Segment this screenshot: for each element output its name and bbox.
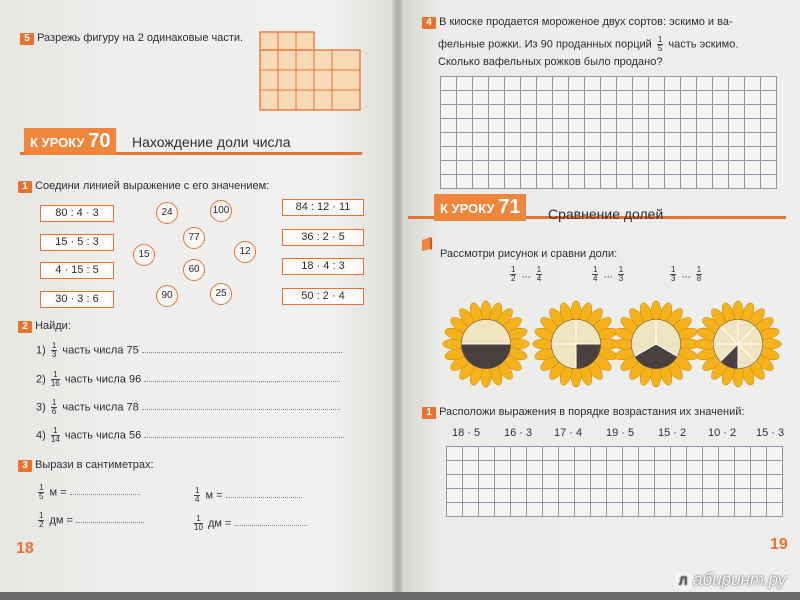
right-expr[interactable]: 18 · 4 : 3 (282, 258, 364, 275)
left-expr[interactable]: 15 · 5 : 3 (40, 234, 114, 251)
task2-text: Найди: (35, 320, 71, 332)
task2-item (36, 399, 340, 416)
fraction (536, 266, 542, 283)
item-index: 4) (36, 429, 46, 442)
answer-line[interactable] (144, 429, 344, 438)
book-icon (420, 236, 434, 252)
denominator: 3 (671, 274, 676, 283)
task4-line3: Сколько вафельных рожков было продано? (438, 56, 663, 68)
task2-item (36, 427, 344, 444)
task3-header (18, 459, 154, 472)
compare-gap[interactable]: ... (521, 268, 531, 281)
order-expr: 18 · 5 (452, 427, 481, 439)
task4-text-2b: часть эскимо. (668, 38, 739, 51)
denominator: 3 (51, 350, 57, 359)
value-circle[interactable]: 24 (156, 202, 178, 224)
right-expr[interactable]: 36 : 2 · 5 (282, 229, 364, 246)
item-index: 3) (36, 401, 46, 414)
right-page (402, 0, 800, 592)
sunflower-third (612, 300, 700, 388)
numerator: 1 (593, 265, 598, 274)
answer-line[interactable] (76, 514, 144, 523)
answer-line[interactable] (142, 401, 340, 410)
task1-number: 1 (18, 181, 32, 193)
labirint-watermark (675, 570, 786, 590)
task5-number: 5 (20, 33, 34, 45)
order-expr: 19 · 5 (606, 427, 635, 439)
denominator: 8 (696, 274, 702, 283)
answer-line[interactable] (142, 344, 342, 353)
order-expr: 15 · 2 (658, 427, 687, 439)
value-circle[interactable]: 25 (210, 283, 232, 305)
fraction (592, 266, 598, 283)
numerator: 1 (195, 486, 200, 495)
task5-text: Разрежь фигуру на 2 одинаковые части. (37, 32, 244, 44)
answer-grid-top[interactable] (440, 76, 777, 189)
task5-header (20, 32, 243, 45)
answer-line[interactable] (226, 489, 302, 498)
lesson71-prefix: К УРОКУ (440, 201, 495, 216)
numerator: 1 (39, 511, 44, 520)
task1r-header (422, 406, 744, 419)
value-circle[interactable]: 60 (183, 259, 205, 281)
fraction (657, 36, 663, 53)
denominator: 2 (39, 520, 44, 529)
sunflower-eighth (694, 300, 782, 388)
numerator: 1 (51, 341, 57, 350)
numerator: 1 (51, 371, 60, 380)
task3-text: Вырази в сантиметрах: (35, 459, 154, 471)
task3-item (36, 512, 144, 529)
page-number-right: 19 (770, 536, 788, 553)
task1-header (18, 180, 269, 193)
task1-text: Соедини линией выражение с его значением: (35, 180, 270, 192)
fraction (38, 484, 44, 501)
cut-shape-figure (256, 28, 366, 118)
value-circle[interactable]: 15 (133, 244, 155, 266)
unit-label: дм = (49, 514, 73, 527)
denominator: 4 (195, 495, 200, 504)
left-expr[interactable]: 80 : 4 · 3 (40, 205, 114, 222)
fraction (51, 399, 57, 416)
lesson71-number: 71 (498, 196, 521, 218)
denominator: 4 (536, 274, 542, 283)
value-circle[interactable]: 77 (183, 227, 205, 249)
task3-item (36, 484, 140, 501)
task1r-text: Расположи выражения в порядке возрастания их значений: (439, 406, 745, 418)
lesson70-prefix: К УРОКУ (30, 135, 85, 150)
order-expr: 15 · 3 (756, 427, 785, 439)
fraction (51, 427, 60, 444)
task2-item (36, 342, 342, 359)
task2-item (36, 371, 340, 388)
compare-pair (508, 266, 544, 283)
task3-item (192, 487, 302, 504)
task4-text-2a: фельные рожки. Из 90 проданных порций (438, 38, 652, 51)
order-expr: 17 · 4 (554, 427, 583, 439)
answer-line[interactable] (144, 373, 340, 382)
item-text: часть числа 56 (64, 429, 142, 442)
unit-label: м = (49, 486, 67, 499)
numerator: 1 (618, 265, 624, 274)
denominator: 4 (593, 274, 598, 283)
numerator: 1 (696, 265, 702, 274)
task4-number: 4 (422, 17, 436, 29)
task4-line1 (422, 16, 733, 29)
value-circle[interactable]: 90 (156, 285, 178, 307)
denominator: 10 (194, 523, 203, 532)
compare-pair (590, 266, 626, 283)
fraction (194, 515, 203, 532)
watermark-logo-icon: Л (675, 573, 691, 589)
task2-header (18, 320, 71, 333)
left-expr[interactable]: 4 · 15 : 5 (40, 262, 114, 279)
compare-pair (668, 266, 704, 283)
right-expr[interactable]: 50 : 2 · 4 (282, 288, 364, 305)
fraction (194, 487, 200, 504)
fraction (618, 266, 624, 283)
fraction (696, 266, 702, 283)
item-index: 2) (36, 373, 46, 386)
fraction (38, 512, 44, 529)
order-expr: 10 · 2 (708, 427, 737, 439)
denominator: 3 (618, 274, 624, 283)
lesson71-title: Сравнение долей (548, 206, 664, 222)
denominator: 14 (50, 435, 60, 444)
order-expr: 16 · 3 (504, 427, 533, 439)
answer-line[interactable] (235, 517, 307, 526)
compare-gap[interactable]: ... (681, 268, 691, 281)
denominator: 16 (50, 379, 60, 388)
denominator: 2 (511, 274, 516, 283)
unit-label: дм = (207, 517, 232, 530)
numerator: 1 (51, 398, 57, 407)
numerator: 1 (671, 265, 676, 274)
value-circle[interactable]: 100 (210, 200, 232, 222)
left-expr[interactable]: 30 · 3 : 6 (40, 291, 114, 308)
lesson71-badge (434, 194, 526, 221)
answer-line[interactable] (70, 486, 140, 495)
lesson70-number: 70 (88, 130, 111, 152)
denominator: 5 (657, 44, 663, 53)
numerator: 1 (536, 265, 542, 274)
unit-label: м = (205, 489, 223, 502)
look-text: Рассмотри рисунок и сравни доли: (440, 248, 618, 260)
answer-grid-bottom[interactable] (446, 446, 783, 517)
denominator: 6 (51, 407, 57, 416)
numerator: 1 (657, 35, 663, 44)
item-index: 1) (36, 344, 46, 357)
value-circle[interactable]: 12 (234, 241, 256, 263)
item-text: часть числа 78 (62, 401, 139, 414)
left-page (0, 0, 394, 592)
compare-gap[interactable]: ... (603, 268, 613, 281)
numerator: 1 (39, 483, 44, 492)
fraction (510, 266, 516, 283)
sunflower-quarter (532, 300, 620, 388)
task4-line2 (438, 36, 738, 53)
fraction (51, 342, 57, 359)
numerator: 1 (194, 515, 203, 524)
lesson70-title: Нахождение доли числа (132, 134, 291, 150)
page-number-left: 18 (16, 540, 34, 557)
item-text: часть числа 96 (64, 373, 142, 386)
task1r-number: 1 (422, 407, 436, 419)
task3-number: 3 (18, 460, 32, 472)
lesson70-badge (24, 128, 116, 155)
task4-text-1: В киоске продается мороженое двух сортов: эскимо и ва- (439, 16, 733, 28)
task2-number: 2 (18, 321, 32, 333)
fraction (51, 371, 60, 388)
numerator: 1 (51, 427, 60, 436)
fraction (670, 266, 676, 283)
task3-item (192, 515, 307, 532)
sunflower-half (442, 300, 530, 388)
right-expr[interactable]: 84 : 12 · 11 (282, 199, 364, 216)
watermark-text: абиринт.ру (693, 570, 786, 589)
denominator: 5 (39, 492, 44, 501)
numerator: 1 (511, 265, 516, 274)
item-text: часть числа 75 (62, 344, 139, 357)
